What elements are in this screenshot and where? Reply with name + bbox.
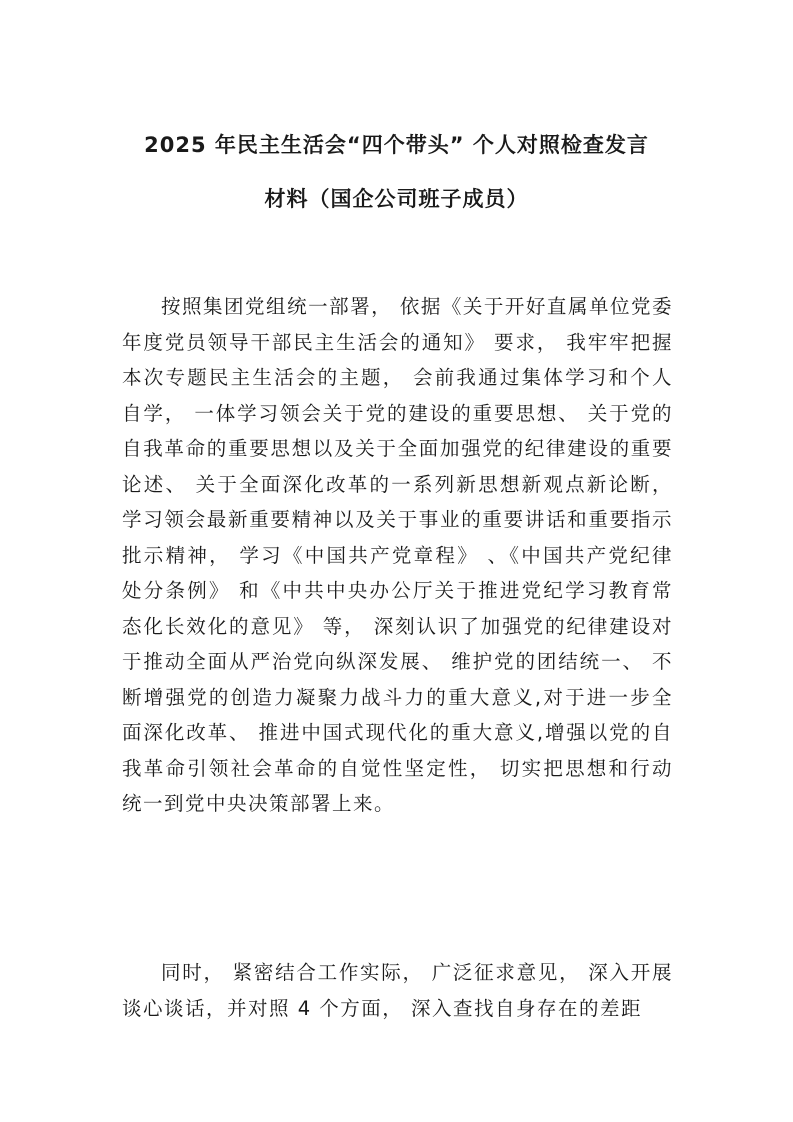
paragraph-1: 按照集团党组统一部署， 依据《关于开好直属单位党委年度党员领导干部民主生活会的通知》 要求， 我牢牢把握本次专题民主生活会的主题， 会前我通过集体学习和个人自学， 一体学习领会关于党的建设的重要思想、 关于党的自我革命的重要思想以及关于全面加强党的纪律建设的重要论述、 关于全面深化改革的一系列新思想新观点新论断， 学习领会最新重要精神以及关于事业的重要讲话和重要指示批示精神， 学习《中国共产党章程》 、《中国共产党纪律处分条例》 和《中共中央办公厅关于推进党纪学习教育常态化长效化的意见》 等， 深刻认识了加强党的纪律建设对于推动全面从严治党向纵深发展、 维护党的团结统一、 不断增强党的创造力凝聚力战斗力的重大意义,对于进一步全面深化改革、 推进中国式现代化的重大意义,增强以党的自我革命引领社会革命的自觉性坚定性， 切实把思想和行动统一到党中央决策部署上来。 — [122, 295, 673, 815]
paragraph-2: 同时， 紧密结合工作实际， 广泛征求意见， 深入开展谈心谈话，并对照 4 个方面， 深入查找自身存在的差距 — [122, 961, 673, 1020]
title-line-2: 材料（国企公司班子成员） — [264, 187, 529, 211]
title-line-1: 2025 年民主生活会“四个带头” 个人对照检查发言 — [144, 133, 649, 157]
document-title — [100, 118, 693, 226]
